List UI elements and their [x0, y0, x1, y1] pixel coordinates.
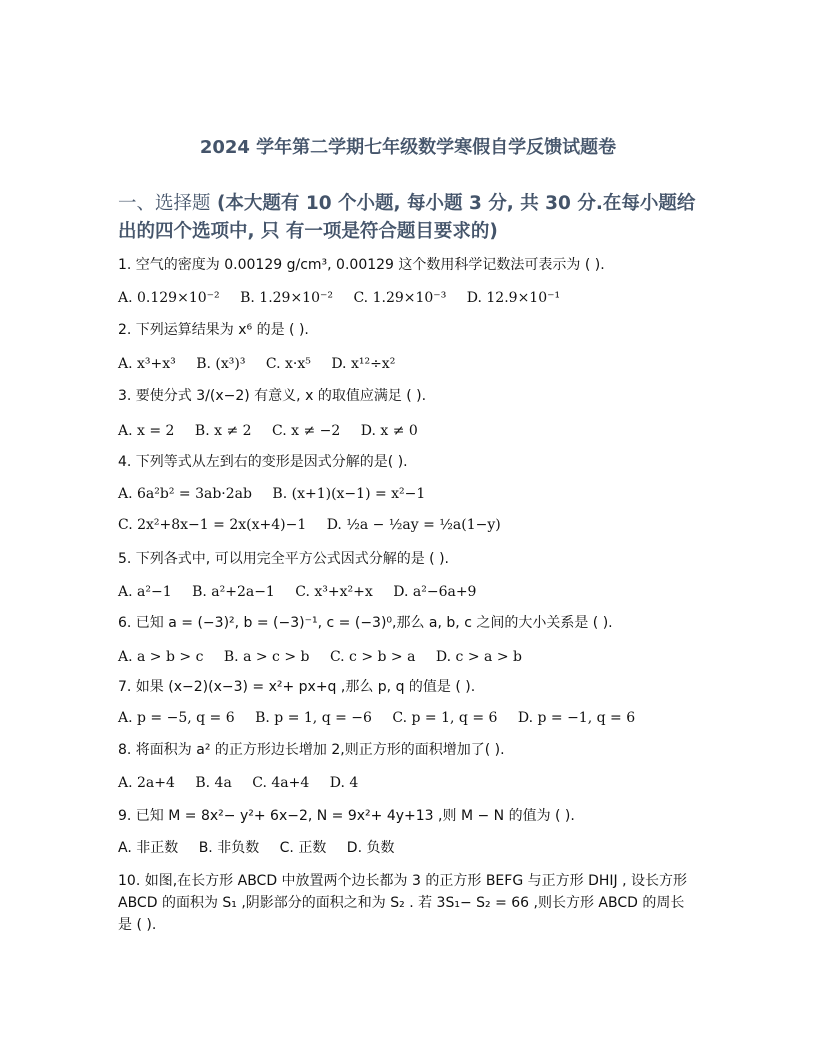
option-c: C. 1.29×10⁻³ [353, 290, 447, 306]
option-b: B. 4a [195, 775, 232, 791]
option-a: A. x = 2 [118, 423, 175, 439]
question-4-options-row-1 [118, 484, 441, 504]
question-8-options [118, 773, 374, 793]
question-3-options [118, 421, 434, 441]
option-a: A. x³+x³ [118, 356, 176, 372]
question-6-stem: 6. 已知 a = (−3)², b = (−3)⁻¹, c = (−3)⁰,那么 a, b, c 之间的大小关系是 ( ). [118, 615, 613, 631]
option-d: D. p = −1, q = 6 [517, 710, 636, 726]
option-b: B. 非负数 [198, 840, 260, 856]
option-c: C. x³+x²+x [295, 584, 373, 600]
question-5-options [118, 582, 492, 602]
option-c: C. c > b > a [329, 649, 416, 665]
option-a: A. p = −5, q = 6 [118, 710, 235, 726]
section-heading [118, 190, 698, 246]
option-b: B. x ≠ 2 [194, 423, 252, 439]
option-d: D. 4 [329, 775, 359, 791]
question-4-options-row-2 [118, 515, 517, 535]
option-d: D. ½a − ½ay = ½a(1−y) [326, 517, 501, 533]
option-c: C. x ≠ −2 [271, 423, 341, 439]
question-2-stem: 2. 下列运算结果为 x⁶ 的是 ( ). [118, 322, 309, 338]
option-b: B. (x+1)(x−1) = x²−1 [272, 486, 426, 502]
option-a: A. 6a²b² = 3ab·2ab [118, 486, 252, 502]
option-a: A. a²−1 [118, 584, 172, 600]
option-c: C. 2x²+8x−1 = 2x(x+4)−1 [118, 517, 307, 533]
question-3-stem: 3. 要使分式 3/(x−2) 有意义, x 的取值应满足 ( ). [118, 388, 427, 404]
question-1-options [118, 288, 576, 308]
option-a: A. 0.129×10⁻² [118, 290, 220, 306]
option-b: B. a²+2a−1 [192, 584, 275, 600]
option-a: A. 2a+4 [118, 775, 175, 791]
question-4-stem: 4. 下列等式从左到右的变形是因式分解的是( ). [118, 454, 408, 470]
question-5-stem: 5. 下列各式中, 可以用完全平方公式因式分解的是 ( ). [118, 551, 449, 567]
option-d: D. 12.9×10⁻¹ [466, 290, 561, 306]
question-10-stem: 10. 如图,在长方形 ABCD 中放置两个边长都为 3 的正方形 BEFG 与正方形 DHIJ , 设长方形 ABCD 的面积为 S₁ ,阴影部分的面积之和为 S₂ . 若 3S₁− S₂ = 66 ,则长方形 ABCD 的周长是 ( ). [118, 873, 687, 933]
option-b: B. a > c > b [223, 649, 310, 665]
option-d: D. x¹²÷x² [331, 356, 396, 372]
option-d: D. 负数 [346, 840, 395, 856]
question-7-stem: 7. 如果 (x−2)(x−3) = x²+ px+q ,那么 p, q 的值是 ( ). [118, 679, 476, 695]
question-6-options [118, 647, 538, 667]
question-8-stem: 8. 将面积为 a² 的正方形边长增加 2,则正方形的面积增加了( ). [118, 742, 505, 758]
option-c: C. x·x⁵ [265, 356, 311, 372]
option-b: B. 1.29×10⁻² [240, 290, 334, 306]
question-9-stem: 9. 已知 M = 8x²− y²+ 6x−2, N = 9x²+ 4y+13 ,则 M − N 的值为 ( ). [118, 808, 575, 824]
option-a: A. a > b > c [118, 649, 204, 665]
page-title: 2024 学年第二学期七年级数学寒假自学反馈试题卷 [199, 137, 617, 158]
question-9-options [118, 838, 410, 858]
option-b: B. (x³)³ [196, 356, 246, 372]
option-b: B. p = 1, q = −6 [255, 710, 372, 726]
question-1-stem: 1. 空气的密度为 0.00129 g/cm³, 0.00129 这个数用科学记数法可表示为 ( ). [118, 257, 605, 273]
section-instructions: (本大题有 10 个小题, 每小题 3 分, 共 30 分.在每小题给出的四个选项中, 只 有一项是符合题目要求的) [118, 193, 696, 242]
question-2-options [118, 354, 411, 374]
option-c: C. p = 1, q = 6 [392, 710, 498, 726]
option-d: D. x ≠ 0 [360, 423, 418, 439]
option-d: D. a²−6a+9 [393, 584, 477, 600]
question-7-options [118, 708, 651, 728]
option-c: C. 4a+4 [252, 775, 310, 791]
option-a: A. 非正数 [118, 840, 179, 856]
section-lead: 一、选择题 [118, 193, 211, 214]
option-c: C. 正数 [279, 840, 327, 856]
option-d: D. c > a > b [435, 649, 522, 665]
